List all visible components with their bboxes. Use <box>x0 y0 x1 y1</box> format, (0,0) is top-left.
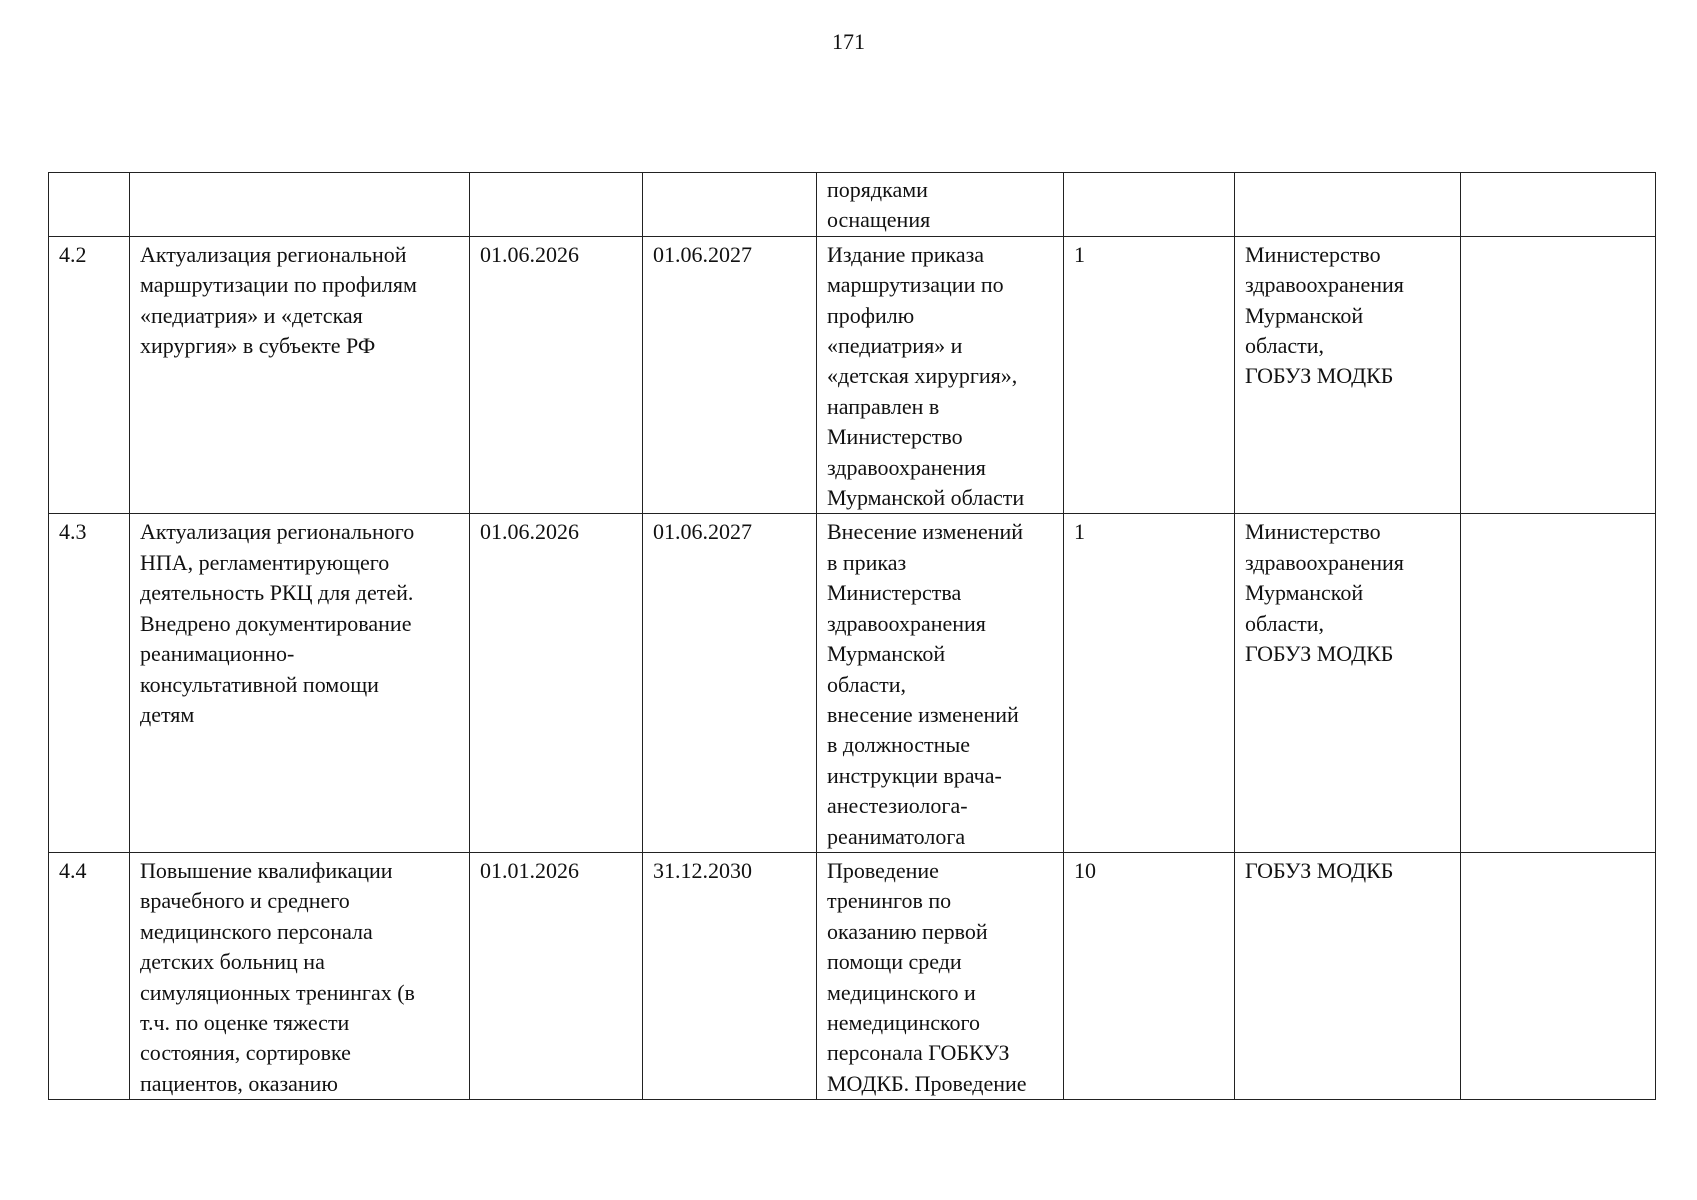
cell-number: 4.2 <box>49 236 130 514</box>
cell-measure: Актуализация регионального НПА, регламентирующего деятельность РКЦ для детей. Внедрено документирование реанимационно- консультативной помощи детям <box>130 514 470 852</box>
cell-end-date: 31.12.2030 <box>643 852 817 1099</box>
cell-extra <box>1461 236 1656 514</box>
cell-extra <box>1461 514 1656 852</box>
cell-value: 1 <box>1064 514 1235 852</box>
cell-result: Внесение изменений в приказ Министерства здравоохранения Мурманской области, внесение изменений в должностные инструкции врача- анестезиолога- реаниматолога <box>817 514 1064 852</box>
cell-value: 1 <box>1064 236 1235 514</box>
table-row-4-4 <box>49 852 1656 1099</box>
cell-number <box>49 173 130 237</box>
cell-extra <box>1461 852 1656 1099</box>
cell-result: порядками оснащения <box>817 173 1064 237</box>
cell-end-date <box>643 173 817 237</box>
cell-responsible <box>1235 173 1461 237</box>
cell-end-date: 01.06.2027 <box>643 236 817 514</box>
cell-number: 4.4 <box>49 852 130 1099</box>
measures-table <box>48 172 1656 1100</box>
page-number: 171 <box>832 29 865 54</box>
cell-result: Проведение тренингов по оказанию первой помощи среди медицинского и немедицинского персонала ГОБКУЗ МОДКБ. Проведение <box>817 852 1064 1099</box>
cell-start-date <box>470 173 643 237</box>
cell-value <box>1064 173 1235 237</box>
cell-responsible: Министерство здравоохранения Мурманской области, ГОБУЗ МОДКБ <box>1235 236 1461 514</box>
cell-end-date: 01.06.2027 <box>643 514 817 852</box>
cell-start-date: 01.06.2026 <box>470 236 643 514</box>
cell-measure: Актуализация региональной маршрутизации по профилям «педиатрия» и «детская хирургия» в субъекте РФ <box>130 236 470 514</box>
cell-extra <box>1461 173 1656 237</box>
cell-measure: Повышение квалификации врачебного и среднего медицинского персонала детских больниц на симуляционных тренингах (в т.ч. по оценке тяжести состояния, сортировке пациентов, оказанию <box>130 852 470 1099</box>
cell-start-date: 01.01.2026 <box>470 852 643 1099</box>
table-row-4-2 <box>49 236 1656 514</box>
table-row-continuation <box>49 173 1656 237</box>
cell-result: Издание приказа маршрутизации по профилю «педиатрия» и «детская хирургия», направлен в Министерство здравоохранения Мурманской области <box>817 236 1064 514</box>
cell-start-date: 01.06.2026 <box>470 514 643 852</box>
table-row-4-3 <box>49 514 1656 852</box>
cell-value: 10 <box>1064 852 1235 1099</box>
cell-measure <box>130 173 470 237</box>
cell-responsible: ГОБУЗ МОДКБ <box>1235 852 1461 1099</box>
cell-responsible: Министерство здравоохранения Мурманской области, ГОБУЗ МОДКБ <box>1235 514 1461 852</box>
cell-number: 4.3 <box>49 514 130 852</box>
